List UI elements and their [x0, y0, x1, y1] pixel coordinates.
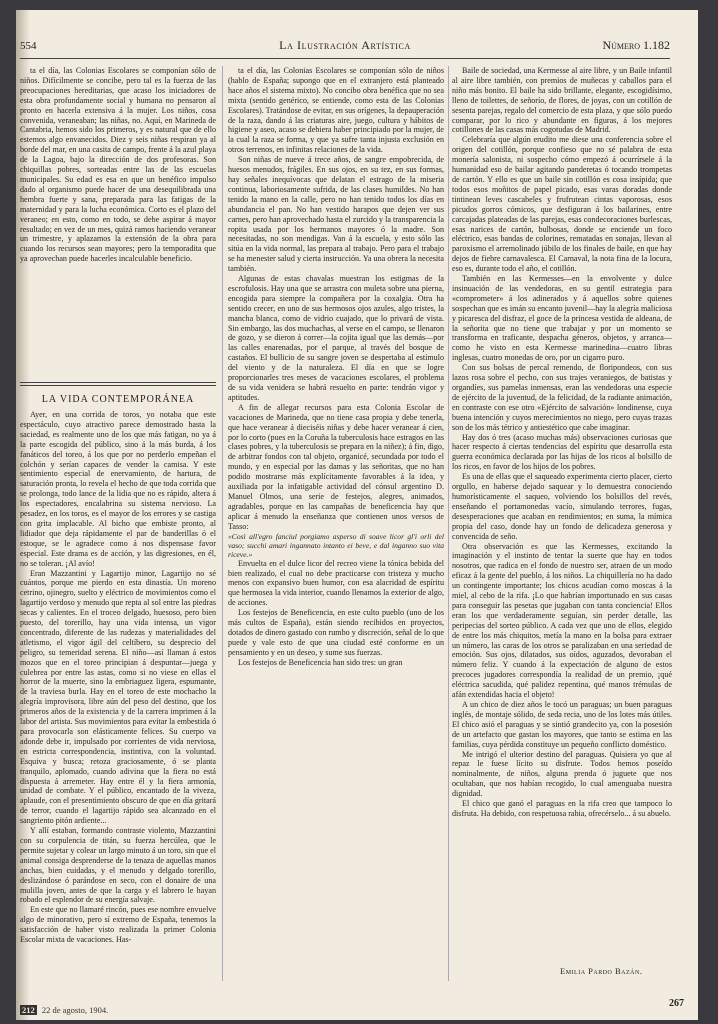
- paragraph: Los festejos de Beneficencia, en este culto pueblo (uno de los más cultos de España), están siendo recibidos en proyectos, dotados de dinero gastado con rumbo y discreción, señal de lo que puede y vale esto de que una ciudad esté conforme en un pensamiento y en un deseo, y sume sus fuerzas.: [228, 608, 444, 657]
- page-number: 554: [20, 40, 37, 52]
- author-signature: Emilia Pardo Bazán.: [560, 966, 643, 976]
- paragraph: Es una de ellas que el saqueado experimenta cierto placer, cierto orgullo, en haberse dejado saquear y lo demuestra conociendo humorísticamente el saqueo, volviendo los bolsillos del revés, enseñando el portamonedas vacío, simulando terrores, fugas, desesperaciones que acaban en rendimientos; en suma, la mímica propia del caso, donde hay un fondo de delicadeza generosa y convencida de seño.: [452, 472, 672, 541]
- column-1-body: [20, 410, 216, 980]
- paragraph: Baile de sociedad, una Kermesse al aire libre, y un Baile infantil al aire libre también, con premios de muñecas y caballos para el niño más bonito. El baile ha sido brillante, elegante, escogidísimo, lleno de toilettes, de señorío, de flores, de joyas, con un cotillón de sesenta parejas, regalo del comercio de esta plaza, y que sólo puedo comparar, por lo rico y abundante en figuras, á los mejores cotillones de las casas más cogotudas de Madrid.: [452, 66, 672, 135]
- page-footer-left: [20, 1005, 108, 1015]
- page-header: [20, 38, 670, 56]
- section-rule-top-2: [20, 385, 216, 386]
- paragraph: ta el día, las Colonias Escolares se componían sólo de niños. Difícilmente se concibe, pero tal es la fuerza de las preocupaciones hereditarias, que acaso los iniciadores de esta obra profundamente social y humana no pensaron al pronto en hacerla extensiva á la mujer. Los niños, cosa convenida, veraneaban; las niñas, no. Aquí, en Marineda de Cantabria, hemos sido los primeros, y es natural que de ello estemos algo envanecidos. Diez y seis niñas respiran ya al borde del mar, en una casita de campo, frente á la azul playa de la Lagoa, bajo la dirección de dos profesoras. Son chiquillas pobres, sorteadas entre las de las escuelas municipales. Su edad es esa en que un benéfico impulso dado al organismo puede hacer de una desequilibrada una hembra fuerte y sana, preparada para las fatigas de la maternidad y para la lucha económica. Corto es el plazo del veraneo; en esto, como en todo, se debe aspirar á mayor resultado; en vez de un mes, quizá ramos haciendo veranear un trimestre, y aplazamos la extensión de la obra para cuando los recursos sean mayores; pero la temporadita que ya aprovechan puede hacerles incalculable beneficio.: [20, 66, 216, 264]
- section-rule-top: [20, 382, 216, 383]
- paragraph: El chico que ganó el paraguas en la rifa creo que tampoco lo disfruta. Ha debido, con respetuosa rabia, ofrecérselo... á su abuelo.: [452, 799, 672, 818]
- paragraph: Y allí estaban, formando contraste violento, Mazzantini con su corpulencia de titán, su fuerza hercúlea, que le permite sujetar y colear un largo minuto á un toro, sin que el animal consiga desprenderse de la tenaza de aquellas manos anchas, bien cuidadas, y el menudo y delgado torerillo, deslizándose ó parándose en seco, con el donaire de una mulilla joven, antes de que la carga y el labrero le hayan robado el esplendor de su energía salvaje.: [20, 826, 216, 905]
- volume-badge: 212: [22, 1005, 35, 1015]
- column-divider: [222, 66, 223, 981]
- column-1-top: [20, 66, 216, 376]
- header-rule: [20, 58, 670, 59]
- paragraph: ta el día, las Colonias Escolares se componían sólo de niños (hablo de España; supongo que en el extranjero está planteado hace años el sistema mixto). No concibo obra benéfica que no sea mixta (sentido genérico, se entiende, como esta de las Colonias Escolares). Tratándose de evitar, en sus orígenes, la depauperación de la raza, dando á las criaturas aire, juego, cultura y hábitos de higiene y aseo, acaso se debiera haber principiado por la mujer, de la cual la raza se forma, y que ya sufre tanta injusta exclusión en otros terrenos, en infinitas relaciones de la vida.: [228, 66, 444, 155]
- paragraph: Envuelta en el dulce licor del recreo viene la tónica bebida del bien realizado, el cual no debe practicarse con tristeza y mucho menos con expansivo buen humor, con esa alacridad de espíritu que hermosea la vida interior, cuando llenamos la exterior de algo, de acciones.: [228, 558, 444, 608]
- paragraph: Los festejos de Beneficencia han sido tres: un gran: [238, 657, 403, 667]
- paragraph: En este que no llamaré rincón, pues ese nombre envuelve algo de minorativo, pero sí extremo de España, tenemos la satisfacción de haber visto realizada la primer Colonia Escolar mixta de vacaciones. Has-: [20, 905, 216, 945]
- folio-number: 267: [669, 998, 684, 1009]
- verse-quote: «Così all'egro fanciul porgiamo asperso di soave licor gl'i orli del vaso; succhi amari ingannato intanto ei beve, e dal inganno suo vita riceve.»: [228, 531, 444, 559]
- column-3: [452, 66, 672, 961]
- publication-title: La Ilustración Artística: [279, 38, 411, 52]
- paragraph: Otra observación es que las Kermesses, excitando la imaginación y el instinto de tentar la suerte que hay en todos nosotros, que radica en el fondo de nuestro ser, atraen de un modo eficaz á la gente del pueblo, á los niños. La chiquillería no ha dado un contingente importante; los chicos acudían como moscas á la miel, al cebo de la rifa. ¡Lo que habrían importunado en sus casas para conseguir las pesetas que jugaban con tanta conciencia! Ellos eran los que verdaderamente seguían, sin perder detalle, las peripecias del sorteo público. A cada vez que uno de ellos, elegido de entre los más chiquitos, metía la mano en la bolsa para extraer un número, las caras de los otros se paralizaban en una seriedad de emoción. Sus ojos, dilatados, sus oídos, aguzados, devoraban el número feliz. Y cuando á la expectación de alguno de estos precoces jugadores correspondía la realidad de un premio, ¡qué eléctrica sacudida, qué palidez repentina, qué manos trémulas de afán extendidas hacia el objeto!: [452, 541, 672, 700]
- paragraph: Algunas de estas chavalas muestran los estigmas de la escrofulosis. Hay una que se arrastra con muleta sobre una pierna, encogida para siempre la compañera por la coxalgia. Otra ha sentido crecer, en uno de sus hermosos ojos azules, algo tristes, la mancha blanca, como de vidrio cuajado, que lo privará de vista. Sin embargo, las dos muchachas, al verse en el campo, se llenaron de gozo, y se dieron á correr—la cojita igual que las demás—por las calles enarenadas, por el parque, al través del bosque de castaños. El bullicio de su sangre joven se despertaba al estímulo del viento y de la naturaleza. El día en que se logre proporcionarles tres meses de vacaciones escolares, el problema de su vida venidera se habrá resuelto en parte: tendrán vigor y aptitudes.: [228, 274, 444, 402]
- paragraph: Me intrigó el ulterior destino del paraguas. Quisiera yo que al repaz le fuese lícito su disfrute. Todos hemos poseído nominalmente, de niños, alguna prenda ó juguete que nos ocultaban, que nos habían recogido, lo cual amenguaba nuestra dignidad.: [452, 749, 672, 799]
- paragraph: Celebraría que algún erudito me diese una conferencia sobre el origen del cotillón, porque confieso que no sé palabra de esta monería salonista, ni sospecho cómo empezó á ocurrírsele á la humanidad eso de bailar agitando panderetas ó tocando trompetas de cartón. Y ello es que un baile sin cotillón es cosa insípida; que todos esos moñitos de papel picado, esas varas doradas donde tintinean leves cascabeles y frufrutean cintas vaporosas, esos picudos gorros cómicos, que desfiguran á los bailarines, entre carcajadas plateadas de las parejas, esas condecoraciones burlescas, esas narices de cartón, bulbosas, donde se enciende un foco eléctrico, esas bandas de colorines, rematadas en sonajas, llevan al paroxismo el arremolinado júbilo de los finales de baile, en que hay dejos de fiebre carnavalesca. El Carnaval, la nota fina de la locura, eso es, durante todo el año, el cotillón.: [452, 135, 672, 274]
- paragraph: Eran Mazzantini y Lagartijo minor, Lagartijo no sé cuántos, porque me pierdo en esta dinastía. Un moreno cetrino, ojinegro, suelto y eléctrico de movimientos como el lagartijo verdoso y menudo que repta al sol entre las piedras secas y calientes. En el troceo delgado, huesoso, pero bien puesto, del torerillo, hay una vida intensa, un vigor concentrado, diferente de las rudezas y materialidades del atletismo, el vigor ágil del celtíbero, su desprecio del peligro, su temeridad serena. El niño—así llaman á estos mozos que en el toreo principian á despuntar—juega y culebrea por entre las astas, como si no viese en ellas el horror de la muerte, sino la embriaguez ligera, espumante, de la traviesa burla. Hay en el toreo de este mochacho la alegría improvisora, libre aún del peso del destino, que los primeros años de la existencia y de la carrera imprimen á la labor del artista. Sus movimientos para evitar la embestida ó para provocarla son elásticamente felices. Su cuerpo va adonde debe ir, impulsado por corrientes de vida nerviosa, en estricta correspondencia, instintiva, con la voluntad. Esquiva y busca; retoza graciosamente, ó se planta tranquilo, aplomado, cuando adivina que la fiera no está dispuesta á arremeter. Hay entre él y la fiera armonía, unidad de combate. Y el público, encantado de la viveza, aplaude, con el presentimiento obscuro de que en día gritará de terror, cuando el lagartijo rápido sea alcanzado en el sangriento pitón ardiente...: [20, 568, 216, 826]
- issue-date: 22 de agosto, 1904.: [41, 1005, 109, 1015]
- issue-number: Número 1.182: [602, 38, 670, 52]
- paragraph: A fin de allegar recursos para esta Colonia Escolar de vacaciones de Marineda, que no tiene casa propia y debe tenerla, que hace veranear á dieciséis niñas y debe hacer veranear á cien, por lo corto (pues en la Coruña la tuberculosis hace estragos en las clases pobres, y la tuberculosis se prepara en la niñez); á fin, digo, de arbitrar fondos con tal objeto, organicé, secundada por todo el mundo, y en especial por las damas y las señoritas, que no han podido mostrarse más explícitamente favorables á la idea, y auxiliada por la infatigable actividad del cónsul argentino D. Manuel Olmos, una serie de festejos, alegres, animados, agradables, porque en las campañas de beneficencia hay que aplicar á menudo la enseñanza que contienen unos versos de Tasso:: [228, 402, 444, 531]
- paragraph: Son niñas de nueve á trece años, de sangre empobrecida, de huesos menudos, frágiles. En sus ojos, en su tez, en sus formas, hay señales inequívocas que delatan el estrago de la miseria continua, laboriosamente sufrida, de las clases humildes. No han tenido la mano en la calle, pero no han tenido todos los días en abundancia el pan. No han vestido harapos que dejen ver sus carnes, pero han aprovechado hasta el zurcido y la transparencia la ropita usada por los hermanos mayores ó la madre. Son necesitadas, no son mendigas. Van á la escuela, y esto sólo las sitúa en la vida normal, las prepara al trabajo. Pero para el trabajo se ha menester salud y cierta instrucción. Ya una obrera la necesita también.: [228, 155, 444, 274]
- paragraph: Ayer, en una corrida de toros, yo notaba que este espectáculo, cuyo atractivo parece demostrado hasta la saciedad, es realmente uno de los que más fatigan, no ya á la parte escogida del público, sino á la más burda, á los fanáticos del toreo, á los que por no perderlo empeñan el colchón y serían capaces de vender la camisa. Y este sentimiento especial de enervamiento, de hartura, de saturación pronta, lo revela el hecho de que toda corrida que se prolonga, todo lance de la lidia que no es rápido, altera á los espectadores, encalabrina su sistema nervioso. La pesadez, en los toros, es el mayor de los errores y se castiga con grita implacable. Al bicho que embiste pronto, al lidiador que deja rápidamente el par de banderillas ó el estoque, se le agradece como á nos dispensase favor especial. Este drama es de acción, y las digresiones, en él, no se toleran. ¡Al avío!: [20, 410, 216, 568]
- paragraph: También en las Kermesses—en la envolvente y dulce insinuación de las vendedoras, en su gentil estrategia para «comprometer» á los adinerados y á aquellos sobre quienes sospechan que es imán su encanto juvenil—hay la alegría maliciosa y picaresca del disfraz, el goce de la princesa vestida de aldeana, de la señorita que no tiene que trabajar y por un momento se transforma en traficante, despacha géneros, objetos, y arranca—como he visto en esta Kermesse marinedina—cuatro libras inglesas, cuatro monedas de oro, por un cigarro puro.: [452, 274, 672, 363]
- column-2: [228, 66, 444, 996]
- section-title: LA VIDA CONTEMPORÁNEA: [41, 394, 195, 405]
- paragraph: Hay dos ó tres (acaso muchas más) observaciones curiosas que hacer respecto á ciertas tendencias del espíritu que desarrolla esta guerra económica declarada por las hijas de los ricos al bolsillo de los ricos, en favor de los hijos de los pobres.: [452, 432, 672, 472]
- paragraph: A un chico de diez años le tocó un paraguas; un buen paraguas inglés, de montaje sólido, de seda recia, uno de los lotes más útiles. El chico asió el paraguas y se sintió grandecito ya, con la posesión de un artefacto que gastan los mayores, que tanto se estima en las familias, cuya pérdida constituye un pequeño conflicto doméstico.: [452, 700, 672, 749]
- column-divider: [448, 66, 449, 981]
- paragraph: Con sus bolsas de percal remendo, de floripondeos, con sus lazos rosa sobre el pecho, con sus trajes veraniegos, de batistas y organdíes, sus pamelas inmensas, eran las vendedoras una especie de ejército de la juventud, de la felicidad, de la radiante animación, en contraste con ese otro «Ejército de salvación» londinense, cuya buena intención y cuyos merecimientos no niego, pero cuyas trazas son de los más tétrico y antiestético que cabe imaginar.: [452, 363, 672, 432]
